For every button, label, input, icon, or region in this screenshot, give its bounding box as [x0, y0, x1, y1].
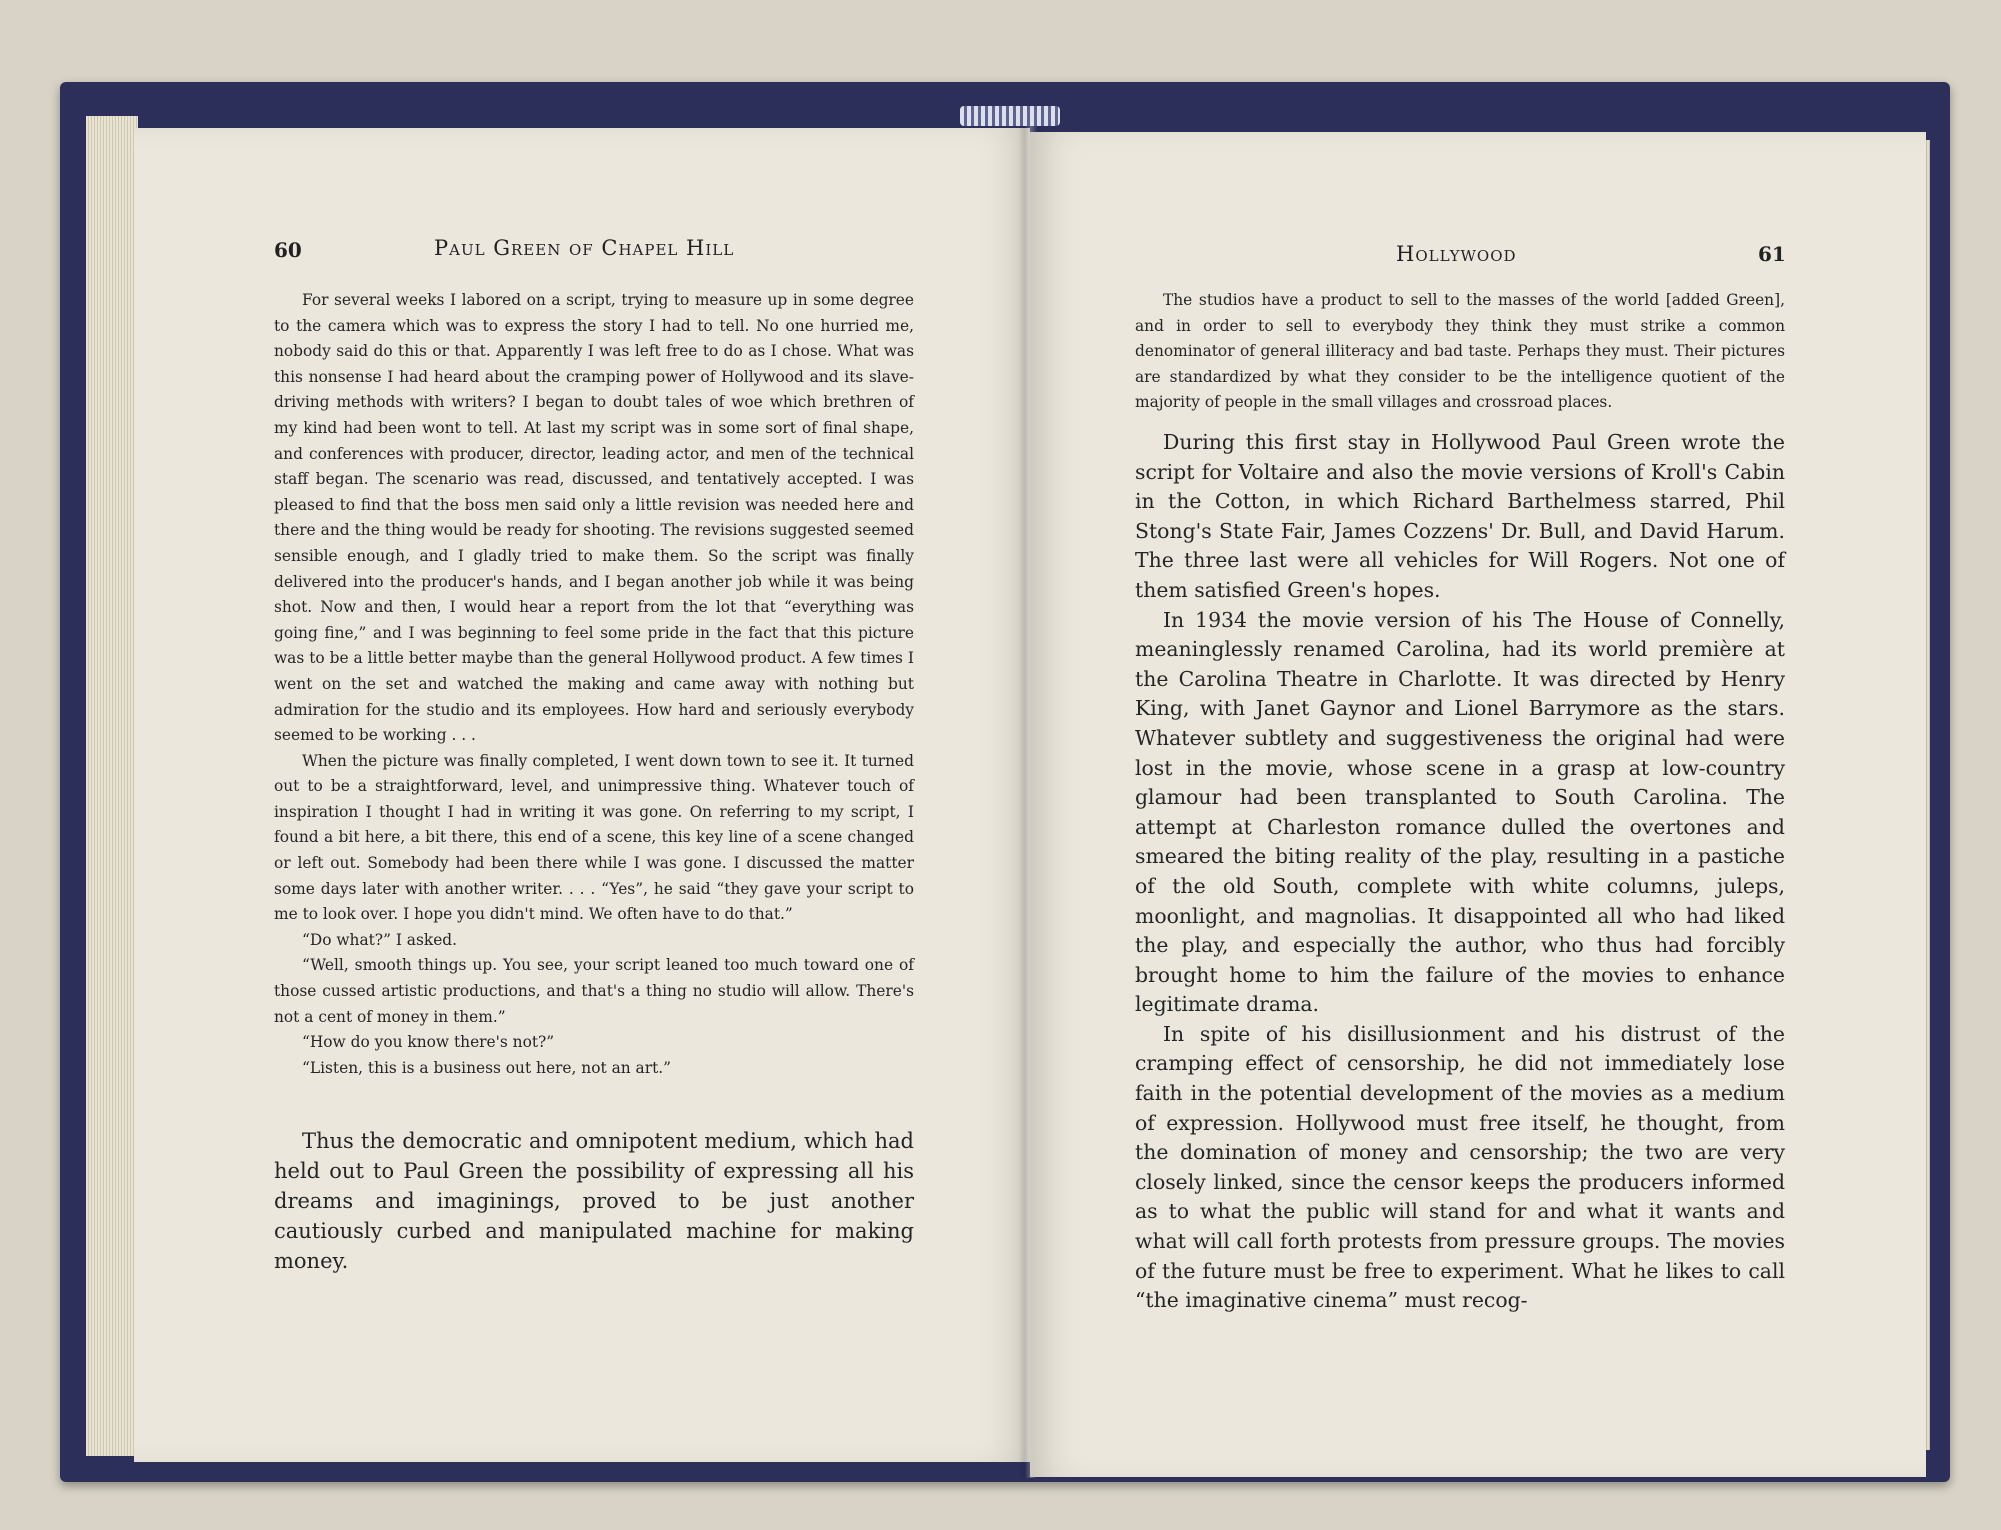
running-head-left: Paul Green of Chapel Hill [434, 236, 735, 260]
body-paragraph: In 1934 the movie version of his The House of Connelly, meaninglessly renamed Carolina, had its world première at the Carolina Theatre in Charlotte. It was directed by Henry King, with Janet Gaynor and Lionel Barrymore as the stars. Whatever subtlety and suggestiveness the original had were lost in the movie, whose scene in a grasp at low-country glamour had been transplanted to South Carolina. The attempt at Charleston romance dulled the overtones and smeared the biting reality of the play, resulting in a pastiche of the old South, complete with white columns, juleps, moonlight, and magnolias. It disappointed all who had liked the play, and especially the author, who thus had forcibly brought home to him the failure of the movies to enhance legitimate drama. [1135, 607, 1785, 1017]
quote-paragraph: “Well, smooth things up. You see, your script leaned too much toward one of those cussed artistic productions, and that's a thing no studio will allow. There's not a cent of money in them.” [274, 956, 914, 1026]
body-paragraph: Thus the democratic and omnipotent medium, which had held out to Paul Green the possibility of expressing all his dreams and imaginings, proved to be just another cautiously curbed and manipulated machine for making money. [274, 1129, 914, 1273]
body-paragraph: During this first stay in Hollywood Paul Green wrote the script for Voltaire and also the movie versions of Kroll's Cabin in the Cotton, in which Richard Barthelmess starred, Phil Stong's State Fair, James Cozzens' Dr. Bull, and David Harum. The three last were all vehicles for Will Rogers. Not one of them satisfied Green's hopes. [1135, 430, 1785, 602]
quote-paragraph: “Listen, this is a business out here, not an art.” [302, 1058, 672, 1077]
quote-paragraph: When the picture was finally completed, I went down town to see it. It turned out to be a straightforward, level, and unimpressive thing. Whatever touch of inspiration I thought I had in writing it was gone. On referring to my script, I found a bit here, a bit there, this end of a scene, this key line of a scene changed or left out. Somebody had been there while I was gone. I discussed the matter some days later with another writer. . . . “Yes”, he said “they gave your script to me to look over. I hope you didn't mind. We often have to do that.” [274, 751, 914, 924]
extract-quote-left [274, 288, 914, 1081]
running-head-right: Hollywood [1396, 242, 1517, 266]
quote-paragraph: For several weeks I labored on a script, trying to measure up in some degree to the camera which was to express the story I had to tell. No one hurried me, nobody said do this or that. Apparently I was left free to do as I chose. What was this nonsense I had heard about the cramping power of Hollywood and its slave-driving methods with writers? I began to doubt tales of woe which brethren of my kind had been wont to tell. At last my script was in some sort of final shape, and conferences with producer, director, leading actor, and men of the technical staff began. The scenario was read, discussed, and tentatively accepted. I was pleased to find that the boss men said only a little revision was needed here and there and the thing would be ready for shooting. The revisions suggested seemed sensible enough, and I gladly tried to make them. So the script was finally delivered into the producer's hands, and I began another job while it was being shot. Now and then, I would hear a report from the lot that “everything was going fine,” and I was beginning to feel some pride in the fact that this picture was to be a little better maybe than the general Hollywood product. A few times I went on the set and watched the making and came away with nothing but admiration for the studio and its employees. How hard and seriously everybody seemed to be working . . . [274, 291, 914, 745]
right-page [1030, 132, 1926, 1477]
body-paragraph: In spite of his disillusionment and his distrust of the cramping effect of censorship, he did not immediately lose faith in the potential development of the movies as a medium of expression. Hollywood must free itself, he thought, from the domination of money and censorship; the two are very closely linked, since the censor keeps the producers informed as to what the public will stand for and what it wants and what will call forth protests from pressure groups. The movies of the future must be free to experiment. What he likes to call “the imaginative cinema” must recog- [1135, 1021, 1785, 1313]
page-number-right: 61 [1758, 242, 1786, 266]
page-edges-left [86, 116, 138, 1456]
quote-paragraph: “Do what?” I asked. [302, 930, 458, 949]
page-number-left: 60 [274, 238, 302, 262]
body-text-left [274, 1126, 914, 1276]
extract-quote-right [1135, 288, 1785, 416]
quote-paragraph: “How do you know there's not?” [302, 1033, 555, 1052]
quote-paragraph: The studios have a product to sell to the masses of the world [added Green], and in order to sell to everybody they think they must strike a common denominator of general illiteracy and bad taste. Perhaps they must. Their pictures are standardized by what they consider to be the intelligence quotient of the majority of people in the small villages and crossroad places. [1135, 291, 1785, 412]
body-text-right [1135, 428, 1785, 1316]
headband [960, 106, 1060, 126]
left-page [134, 128, 1030, 1462]
